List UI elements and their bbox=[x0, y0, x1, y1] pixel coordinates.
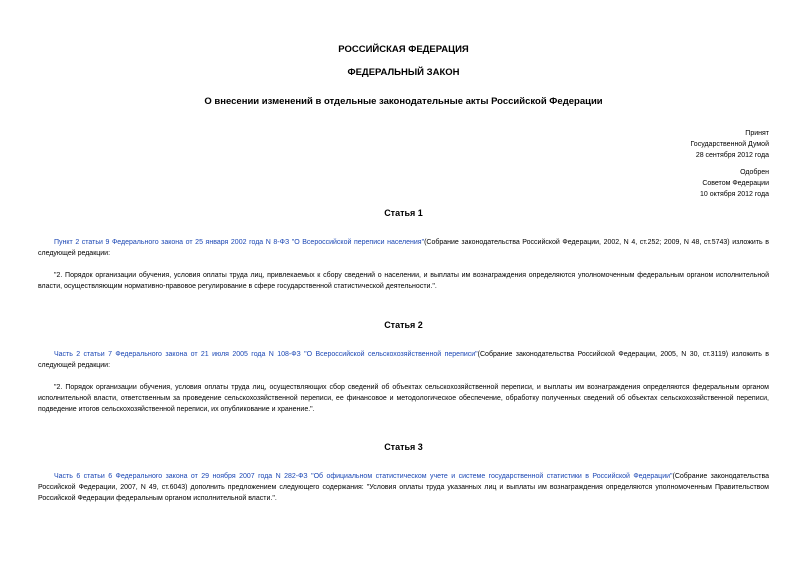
approved-body: Советом Федерации bbox=[702, 180, 769, 187]
article-3-paragraph bbox=[38, 471, 769, 504]
adopted-block bbox=[690, 128, 769, 161]
article-1-quote: "2. Порядок организации обучения, условия оплаты труда лиц, привлекаемых к сбору сведений о населении, и выплаты им вознаграждения определяются уполномоченным федеральным органом исполнительной власти, осуществляющим нормативно-правовое регулирование в сфере государственной статистической деятельности.". bbox=[38, 272, 769, 290]
article-2-heading: Статья 2 bbox=[384, 320, 423, 330]
article-1-law-link[interactable]: Пункт 2 статьи 9 Федерального закона от 25 января 2002 года N 8-ФЗ "О Всероссийской переписи населения" bbox=[54, 239, 425, 246]
article-2-law-link[interactable]: Часть 2 статьи 7 Федерального закона от 21 июля 2005 года N 108-ФЗ "О Всероссийской сельскохозяйственной переписи" bbox=[54, 351, 478, 358]
adopted-label: Принят bbox=[745, 130, 769, 137]
article-2-text: (Собрание законодательства Российской Федерации, 2005, N 30, ст.3119) изложить в следующей редакции: bbox=[38, 351, 769, 369]
article-3-text: (Собрание законодательства Российской Федерации, 2007, N 49, ст.6043) дополнить предложением следующего содержания: "Условия оплаты труда указанных лиц и выплаты им вознаграждения определяются уполномоченным Правительством Российской Федерации федеральным органом исполнительной власти.". bbox=[38, 473, 770, 502]
federation-heading: РОССИЙСКАЯ ФЕДЕРАЦИЯ bbox=[338, 44, 469, 55]
article-2-quote: "2. Порядок организации обучения, условия оплаты труда лиц, осуществляющих сбор сведений об объектах сельскохозяйственной переписи, и выплаты им вознаграждения определяются федеральным органом исполнительной власти, ответственным за проведение сельскохозяйственной переписи, ее финансовое и методологическое обеспечение, обработку полученных сведений об объектах сельскохозяйственной переписи, подведение итогов сельскохозяйственной переписи, их опубликование и хранение.". bbox=[38, 384, 769, 413]
approved-label: Одобрен bbox=[740, 169, 769, 176]
approved-block bbox=[700, 167, 769, 200]
law-title: О внесении изменений в отдельные законодательные акты Российской Федерации bbox=[204, 96, 603, 107]
article-1-heading: Статья 1 bbox=[384, 208, 423, 218]
adopted-date: 28 сентября 2012 года bbox=[695, 152, 769, 159]
article-2-paragraph bbox=[38, 349, 769, 371]
article-1-paragraph bbox=[38, 237, 769, 259]
approved-date: 10 октября 2012 года bbox=[700, 191, 769, 198]
article-3-heading: Статья 3 bbox=[384, 442, 423, 452]
adopted-body: Государственной Думой bbox=[690, 141, 769, 148]
law-type-heading: ФЕДЕРАЛЬНЫЙ ЗАКОН bbox=[347, 67, 460, 78]
article-1-text: (Собрание законодательства Российской Федерации, 2002, N 4, ст.252; 2009, N 48, ст.5743) изложить в следующей редакции: bbox=[38, 239, 769, 257]
article-3-law-link[interactable]: Часть 6 статьи 6 Федерального закона от 29 ноября 2007 года N 282-ФЗ "Об официальном статистическом учете и системе государственной статистики в Российской Федерации" bbox=[54, 473, 673, 480]
